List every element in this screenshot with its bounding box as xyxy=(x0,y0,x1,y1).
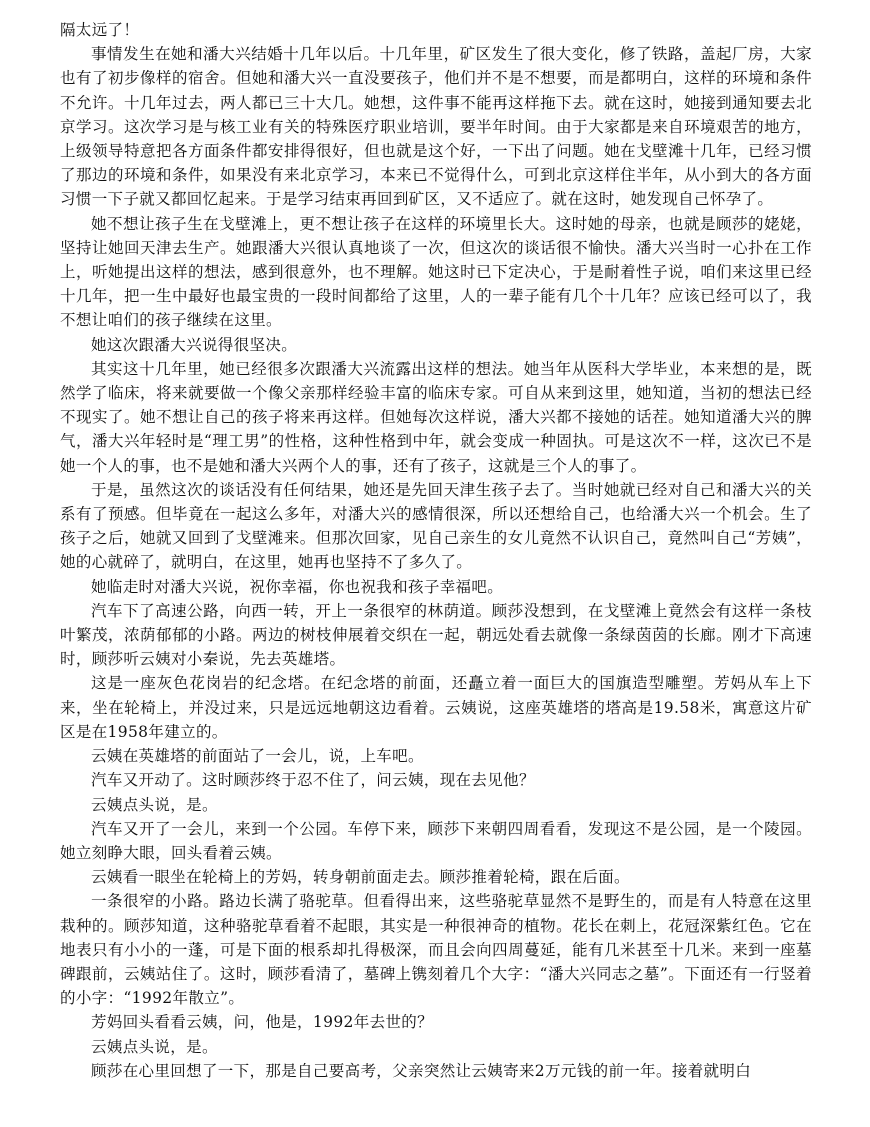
paragraph: 这是一座灰色花岗岩的纪念塔。在纪念塔的前面，还矗立着一面巨大的国旗造型雕塑。芳妈从车上下来，坐在轮椅上，并没过来，只是远远地朝这边看着。云姨说，这座英雄塔的塔高是19.58米，寓意这片矿区是在1958年建立的。 xyxy=(60,674,812,741)
paragraph: 她这次跟潘大兴说得很坚决。 xyxy=(91,335,298,354)
paragraph: 顾莎在心里回想了一下，那是自己要高考，父亲突然让云姨寄来2万元钱的前一年。接着就明白 xyxy=(91,1061,752,1080)
paragraph: 一条很窄的小路。路边长满了骆驼草。但看得出来，这些骆驼草显然不是野生的，而是有人特意在这里栽种的。顾莎知道，这种骆驼草看着不起眼，其实是一种很神奇的植物。花长在刺上，花冠深紫红色。它在地表只有小小的一蓬，可是下面的根系却扎得极深，而且会向四周蔓延，能有几米甚至十几米。来到一座墓碑跟前，云姨站住了。这时，顾莎看清了，墓碑上镌刻着几个大字：“潘大兴同志之墓”。下面还有一行竖着的小字：“1992年散立”。 xyxy=(60,892,812,1008)
paragraph: 芳妈回头看看云姨，问，他是，1992年去世的？ xyxy=(91,1013,433,1032)
paragraph: 她临走时对潘大兴说，祝你幸福，你也祝我和孩子幸福吧。 xyxy=(91,577,504,596)
paragraph: 其实这十几年里，她已经很多次跟潘大兴流露出这样的想法。她当年从医科大学毕业，本来想的是，既然学了临床，将来就要做一个像父亲那样经验丰富的临床专家。可自从来到这里，她知道，当初的想法已经不现实了。她不想让自己的孩子将来再这样。但她每次这样说，潘大兴都不接她的话茬。她知道潘大兴的脾气，潘大兴年轻时是“理工男”的性格，这种性格到中年，就会变成一种固执。可是这次不一样，这次已不是她一个人的事，也不是她和潘大兴两个人的事，还有了孩子，这就是三个人的事了。 xyxy=(60,359,812,475)
paragraph: 事情发生在她和潘大兴结婚十几年以后。十几年里，矿区发生了很大变化，修了铁路，盖起厂房，大家也有了初步像样的宿舍。但她和潘大兴一直没要孩子，他们并不是不想要，而是都明白，这样的环境和条件不允许。十几年过去，两人都已三十大几。她想，这件事不能再这样拖下去。就在这时，她接到通知要去北京学习。这次学习是与核工业有关的特殊医疗职业培训，要半年时间。由于大家都是来自环境艰苦的地方，上级领导特意把各方面条件都安排得很好，但也就是这个好，一下出了问题。她在戈壁滩十几年，已经习惯了那边的环境和条件，如果没有来北京学习，本来已不觉得什么，可到北京这样住半年，从小到大的各方面习惯一下子就又都回忆起来。于是学习结束再回到矿区，又不适应了。就在这时，她发现自己怀孕了。 xyxy=(60,45,812,209)
paragraph: 隔太远了！ xyxy=(60,21,140,39)
paragraph: 她不想让孩子生在戈壁滩上，更不想让孩子在这样的环境里长大。这时她的母亲，也就是顾莎的姥姥，坚持让她回天津去生产。她跟潘大兴很认真地谈了一次，但这次的谈话很不愉快。潘大兴当时一心扑在工作上，听她提出这样的想法，感到很意外，也不理解。她这时已下定决心，于是耐着性子说，咱们来这里已经十几年，把一生中最好也最宝贵的一段时间都给了这里，人的一辈子能有几个十几年？应该已经可以了，我不想让咱们的孩子继续在这里。 xyxy=(60,214,812,330)
article-body xyxy=(60,18,812,1083)
paragraph: 汽车又开了一会儿，来到一个公园。车停下来，顾莎下来朝四周看看，发现这不是公园，是一个陵园。她立刻睁大眼，回头看着云姨。 xyxy=(60,819,812,862)
paragraph: 云姨看一眼坐在轮椅上的芳妈，转身朝前面走去。顾莎推着轮椅，跟在后面。 xyxy=(91,868,630,887)
paragraph: 汽车又开动了。这时顾莎终于忍不住了，问云姨，现在去见他？ xyxy=(91,771,535,790)
paragraph: 云姨在英雄塔的前面站了一会儿，说，上车吧。 xyxy=(91,747,424,766)
paragraph: 于是，虽然这次的谈话没有任何结果，她还是先回天津生孩子去了。当时她就已经对自己和潘大兴的关系有了预感。但毕竟在一起这么多年，对潘大兴的感情很深，所以还想给自己，也给潘大兴一个机会。生了孩子之后，她就又回到了戈壁滩来。但那次回家，见自己亲生的女儿竟然不认识自己，竟然叫自己“芳姨”，她的心就碎了，就明白，在这里，她再也坚持不了多久了。 xyxy=(60,480,812,572)
paragraph: 云姨点头说，是。 xyxy=(91,1037,218,1056)
paragraph: 汽车下了高速公路，向西一转，开上一条很窄的林荫道。顾莎没想到，在戈壁滩上竟然会有这样一条枝叶繁茂，浓荫郁郁的小路。两边的树枝伸展着交织在一起，朝远处看去就像一条绿茵茵的长廊。刚才下高速时，顾莎听云姨对小秦说，先去英雄塔。 xyxy=(60,601,812,669)
paragraph: 云姨点头说，是。 xyxy=(91,795,218,814)
